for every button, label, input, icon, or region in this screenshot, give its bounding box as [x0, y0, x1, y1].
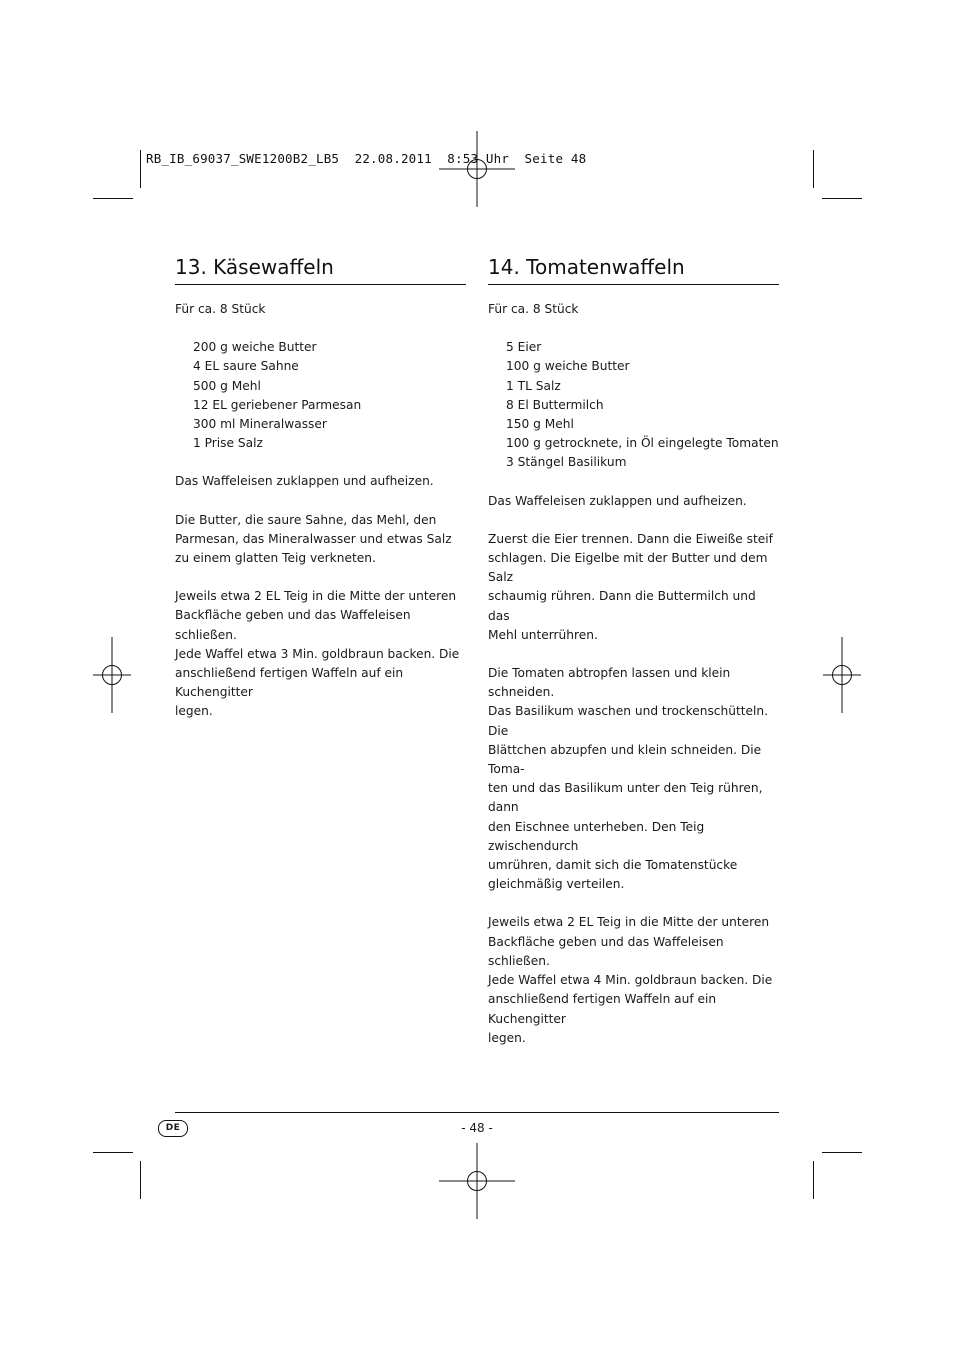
- instruction-line: Backfläche geben und das Waffeleisen schließen.: [175, 608, 411, 642]
- instruction-paragraph: [175, 511, 466, 569]
- recipe-kaesewaffeln: [175, 250, 466, 722]
- instruction-line: schlagen. Die Eigelbe mit der Butter und dem Salz: [488, 551, 768, 585]
- instruction-line: Das Waffeleisen zuklappen und aufheizen.: [488, 493, 747, 508]
- instruction-line: anschließend fertigen Waffeln auf ein Kuchengitter: [488, 992, 717, 1026]
- instruction-paragraph: [175, 472, 466, 491]
- instruction-line: Backfläche geben und das Waffeleisen schließen.: [488, 934, 724, 968]
- recipe-yield: Für ca. 8 Stück: [175, 302, 266, 316]
- footer-rule: [175, 1112, 779, 1113]
- instruction-line: Jede Waffel etwa 3 Min. goldbraun backen. Die: [175, 646, 460, 661]
- print-slug: RB_IB_69037_SWE1200B2_LB5 22.08.2011 8:53 Uhr Seite 48: [146, 151, 587, 166]
- instruction-line: Die Tomaten abtropfen lassen und klein schneiden.: [488, 666, 731, 700]
- ingredient-item: 150 g Mehl: [506, 417, 574, 432]
- instruction-line: anschließend fertigen Waffeln auf ein Kuchengitter: [175, 666, 404, 700]
- ingredient-list: [175, 338, 466, 453]
- recipe-yield: Für ca. 8 Stück: [488, 302, 579, 316]
- instruction-line: umrühren, damit sich die Tomatenstücke: [488, 858, 738, 873]
- instruction-line: legen.: [488, 1030, 526, 1045]
- ingredient-item: 8 El Buttermilch: [506, 397, 604, 412]
- instruction-line: ten und das Basilikum unter den Teig rühren, dann: [488, 781, 763, 815]
- ingredient-item: 4 EL saure Sahne: [193, 359, 299, 374]
- instruction-line: Blättchen abzupfen und klein schneiden. Die Toma-: [488, 742, 762, 777]
- ingredient-item: 1 Prise Salz: [193, 436, 263, 451]
- instruction-line: zu einem glatten Teig verkneten.: [175, 551, 376, 566]
- ingredient-item: 100 g getrocknete, in Öl eingelegte Tomaten: [506, 436, 779, 451]
- page-number: - 48 -: [461, 1121, 493, 1135]
- ingredient-item: 1 TL Salz: [506, 378, 561, 393]
- instruction-line: den Eischnee unterheben. Den Teig zwischendurch: [488, 819, 705, 853]
- instruction-paragraph: [488, 913, 779, 1047]
- instruction-paragraph: [488, 530, 779, 645]
- ingredient-item: 300 ml Mineralwasser: [193, 417, 327, 432]
- instruction-line: gleichmäßig verteilen.: [488, 877, 625, 892]
- ingredient-item: 100 g weiche Butter: [506, 359, 630, 374]
- instruction-paragraph: [175, 587, 466, 721]
- instruction-paragraph: [488, 664, 779, 894]
- recipe-title: 13. Käsewaffeln: [175, 250, 466, 285]
- ingredient-item: 500 g Mehl: [193, 378, 261, 393]
- recipe-title: 14. Tomatenwaffeln: [488, 250, 779, 285]
- ingredient-item: 3 Stängel Basilikum: [506, 455, 627, 470]
- instruction-line: Jeweils etwa 2 EL Teig in die Mitte der unteren: [488, 915, 770, 930]
- instruction-line: Jeweils etwa 2 EL Teig in die Mitte der unteren: [175, 589, 457, 604]
- instruction-line: Mehl unterrühren.: [488, 627, 598, 642]
- language-badge: DE: [158, 1120, 188, 1137]
- ingredient-list: [488, 338, 779, 472]
- instruction-line: Jede Waffel etwa 4 Min. goldbraun backen. Die: [488, 973, 773, 988]
- instruction-line: Zuerst die Eier trennen. Dann die Eiweiße steif: [488, 531, 773, 546]
- instruction-line: schaumig rühren. Dann die Buttermilch und das: [488, 589, 756, 623]
- recipe-tomatenwaffeln: [488, 250, 779, 1048]
- ingredient-item: 12 EL geriebener Parmesan: [193, 397, 362, 412]
- instruction-line: Parmesan, das Mineralwasser und etwas Salz: [175, 531, 452, 546]
- instruction-line: Das Basilikum waschen und trockenschütteln. Die: [488, 704, 768, 738]
- instruction-line: legen.: [175, 704, 213, 719]
- instruction-line: Die Butter, die saure Sahne, das Mehl, den: [175, 512, 437, 527]
- instruction-paragraph: [488, 492, 779, 511]
- ingredient-item: 5 Eier: [506, 340, 542, 355]
- ingredient-item: 200 g weiche Butter: [193, 340, 317, 355]
- instruction-line: Das Waffeleisen zuklappen und aufheizen.: [175, 474, 434, 489]
